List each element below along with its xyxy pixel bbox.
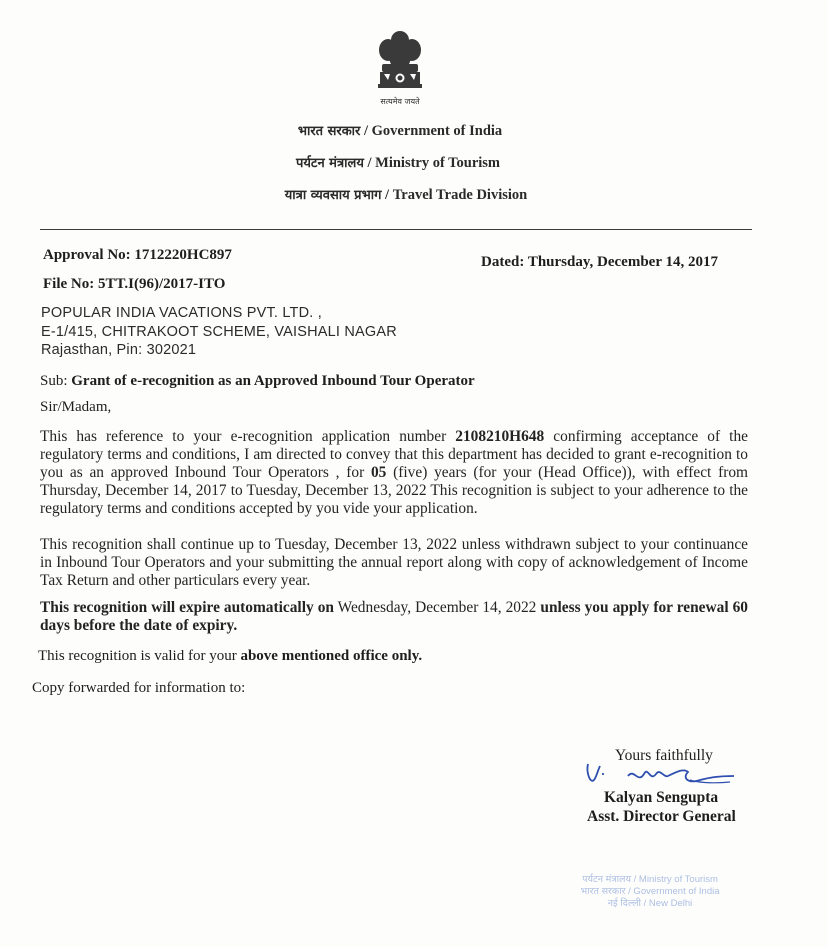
copy-forwarded: Copy forwarded for information to: <box>32 680 246 696</box>
header-government <box>0 121 800 140</box>
header-ministry <box>0 153 798 172</box>
dated-label: Dated: <box>481 254 525 270</box>
header-division-english: Travel Trade Division <box>392 187 528 203</box>
stamp-line-ministry: पर्यटन मंत्रालय / Ministry of Tourism <box>582 874 718 885</box>
expiry-text-a: This recognition will expire automatically on <box>40 599 334 616</box>
header-separator: / <box>360 123 372 139</box>
file-value: 5TT.I(96)/2017-ITO <box>97 276 226 292</box>
signatory-designation: Asst. Director General <box>587 808 736 825</box>
stamp-line-government: भारत सरकार / Government of India <box>580 886 720 897</box>
official-stamp <box>545 852 755 922</box>
national-emblem <box>372 28 428 110</box>
header-separator: / <box>363 155 376 171</box>
header-government-english: Government of India <box>371 123 503 139</box>
validity-text-a: This recognition is valid for your <box>38 648 241 664</box>
subject-text: Grant of e-recognition as an Approved Inbound Tour Operator <box>71 373 475 389</box>
closing: Yours faithfully <box>615 747 713 764</box>
expiry-text-b: unless you apply for renewal 60 days before the date of expiry. <box>40 599 749 634</box>
approval-number <box>43 247 232 264</box>
addressee-address-line1: E-1/415, CHITRAKOOT SCHEME, VAISHALI NAGAR <box>41 324 397 340</box>
approval-label: Approval No: <box>43 247 131 263</box>
para1-text-b: confirming acceptance of the regulatory terms and conditions, I am directed to convey that this department has decided to grant e-recognition to you as an approved Inbound Tour Operators , for <box>40 428 748 481</box>
expiry-date: Wednesday, December 14, 2022 <box>333 599 541 616</box>
subject-label: Sub: <box>40 373 68 389</box>
paragraph-continuation: This recognition shall continue up to Tuesday, December 13, 2022 unless withdrawn subject to your continuance in Inbound Tour Operators and your submitting the annual report along with copy of acknowledgement of Income Tax Return and other particulars every year. <box>40 536 748 589</box>
header-government-hindi: भारत सरकार <box>297 124 361 139</box>
header-ministry-hindi: पर्यटन मंत्रालय <box>295 156 364 171</box>
approval-value: 1712220HC897 <box>134 247 232 263</box>
header-division-hindi: यात्रा व्यवसाय प्रभाग <box>284 188 382 203</box>
recognition-years: 05 <box>370 464 387 481</box>
file-number <box>43 276 225 293</box>
stamp-line-city: नई दिल्ली / New Delhi <box>607 898 693 909</box>
salutation: Sir/Madam, <box>40 399 112 415</box>
para1-text-c: (five) years (for your (Head Office)), with effect from Thursday, December 14, 2017 to Tuesday, December 13, 2022 This recognition is subject to your adherence to the regulatory terms and conditions accepted by you vide your application. <box>40 464 748 517</box>
header-divider <box>40 229 752 230</box>
validity-text-b: above mentioned office only. <box>240 648 423 664</box>
addressee-name: POPULAR INDIA VACATIONS PVT. LTD. , <box>41 305 322 321</box>
paragraph-expiry <box>40 599 748 635</box>
file-label: File No: <box>43 276 95 292</box>
paragraph-reference <box>40 428 748 518</box>
header-division <box>0 185 816 204</box>
dated-value: Thursday, December 14, 2017 <box>527 254 718 270</box>
signatory-name: Kalyan Sengupta <box>604 789 719 806</box>
subject-line <box>40 373 475 390</box>
header-separator: / <box>381 187 393 203</box>
para1-text-a: This has reference to your e-recognition application number <box>40 428 456 445</box>
emblem-motto: सत्यमेव जयते <box>380 97 420 106</box>
dated <box>481 254 718 271</box>
application-number: 2108210H648 <box>455 428 545 445</box>
header-ministry-english: Ministry of Tourism <box>375 155 501 171</box>
addressee-address-line2: Rajasthan, Pin: 302021 <box>41 342 197 358</box>
paragraph-validity <box>38 648 422 665</box>
